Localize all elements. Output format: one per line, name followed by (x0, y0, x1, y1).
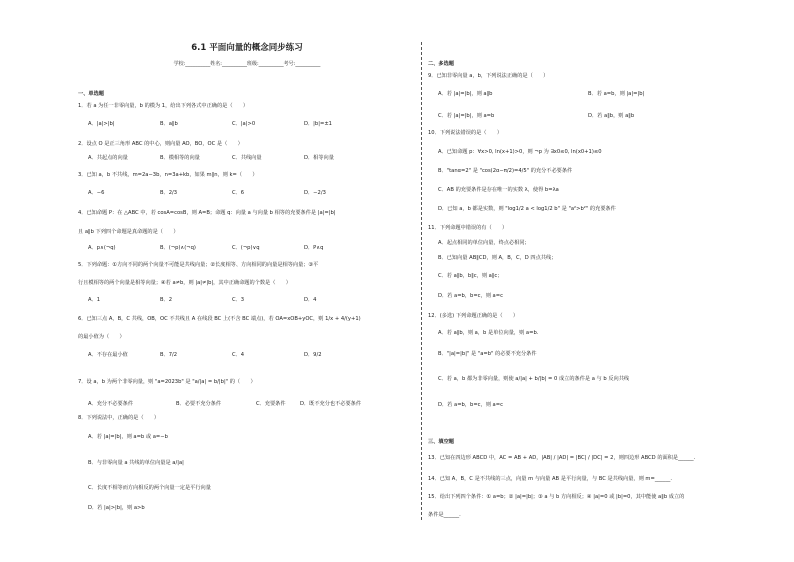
option-b[interactable]: B．a∥b (160, 121, 178, 127)
section-fill-blank: 三、填空题 (428, 439, 454, 445)
option-c[interactable]: C．6 (232, 190, 245, 196)
question-8-option-a[interactable]: A．若 |a|=|b|，则 a=b 或 a=−b (88, 434, 168, 440)
question-11-option-a[interactable]: A．起点相同的单位向量，终点必相同； (438, 240, 530, 246)
question-11: 11．下列命题中错误的有（ ） (428, 225, 508, 231)
question-10-option-d[interactable]: D．已知 a，b 都是实数，则 "log1/2 a < log1/2 b" 是 "a²>b²" 的充要条件 (438, 206, 616, 212)
question-13: 13．已知在四边形 ABCD 中，AC = AB + AD，|AB| / |AD| = |BC| / |DC| = 2，则四边形 ABCD 的面积是______. (428, 455, 696, 461)
question-9: 9．已知非零向量 a，b，下列说法正确的是（ ） (428, 73, 549, 79)
option-c[interactable]: C．充要条件 (256, 401, 286, 407)
option-a[interactable]: A．充分不必要条件 (88, 401, 134, 407)
question-5-options (88, 297, 376, 304)
question-4-options (88, 245, 376, 252)
question-3: 3．已知 a，b 不共线，m=2a−3b，n=3a+kb，如果 m∥n，则 k=（ ） (78, 172, 258, 178)
option-c[interactable]: C．若 |a|=|b|，则 a=b (438, 113, 495, 119)
option-a[interactable]: A．|a|>|b| (88, 121, 115, 127)
option-b[interactable]: B．若 a=b，则 |a|=|b| (588, 91, 645, 97)
question-6: 6．已知三点 A，B，C 共线，OB，OC 不共线且 A 在线段 BC 上(不含 BC 端点)，若 OA=xOB+yOC，则 1/x + 4/(y+1) (78, 316, 361, 322)
option-a[interactable]: A．不存在最小值 (88, 352, 128, 358)
option-b[interactable]: B．(¬p)∧(¬q) (160, 245, 196, 251)
option-c[interactable]: C．|a|>0 (232, 121, 256, 127)
option-b[interactable]: B．2/3 (160, 190, 178, 196)
option-d[interactable]: D．P∧q (304, 245, 324, 251)
question-10-option-c[interactable]: C．AB 的充要条件是存在唯一的实数 λ，使得 b=λa (438, 187, 559, 193)
question-11-option-d[interactable]: D．若 a=b，b=c，则 a=c (438, 293, 503, 299)
question-1-options (88, 121, 376, 128)
question-12: 12．(多选) 下列命题正确的是（ ） (428, 313, 519, 319)
question-10-option-a[interactable]: A．已知命题 p：∀x>0, ln(x+1)>0，则 ¬p 为 ∃x0≤0, ln(x0+1)≤0 (438, 149, 602, 155)
question-5: 5．下列命题：①方向不同的两个向量不可能是共线向量；②长度相等、方向相同的向量是相等向量；③平 (78, 262, 319, 268)
option-c[interactable]: C．(¬p)∨q (232, 245, 260, 251)
question-6-cont: 的最小值为（ ） (78, 334, 125, 340)
section-multi-choice: 二、多选题 (428, 61, 454, 67)
page-title: 6.1 平面向量的概念同步练习 (191, 43, 303, 53)
question-8-option-d[interactable]: D．若 |a|>|b|，则 a>b (88, 505, 145, 511)
option-d[interactable]: D．若 a∥b，则 a∥b (588, 113, 635, 119)
question-9-options-ab (438, 91, 738, 98)
question-7: 7．设 a，b 为两个非零向量，则 "a=2023b" 是 "a/|a| = b/|b|" 的（ ） (78, 379, 256, 385)
option-a[interactable]: A．p∧(¬q) (88, 245, 116, 251)
question-1: 1．若 a 为任一非零向量，b 的模为 1，给出下列各式中正确的是（ ） (78, 103, 249, 109)
question-15: 15．给出下列四个条件：① a=b；② |a|=|b|；③ a 与 b 方向相反；④ |a|=0 或 |b|=0，其中能使 a∥b 成立的 (428, 494, 685, 500)
question-8: 8．下列说法中，正确的是（ ） (78, 415, 160, 421)
question-4-cont: 且 a∥b 下列四个命题是真命题的是（ ） (78, 229, 179, 235)
column-divider (421, 42, 423, 520)
question-11-option-b[interactable]: B．已知向量 AB∥CD，则 A，B，C，D 四点共线； (438, 255, 557, 261)
option-c[interactable]: C．共线向量 (232, 155, 262, 161)
question-6-options (88, 352, 376, 359)
option-b[interactable]: B．2 (160, 297, 173, 303)
question-11-option-c[interactable]: C．若 a∥b，b∥c，则 a∥c； (438, 273, 503, 279)
option-d[interactable]: D．相等向量 (304, 155, 334, 161)
option-a[interactable]: A．−6 (88, 190, 105, 196)
question-2: 2．设点 O 是正三角形 ABC 的中心，则向量 AO，BO，OC 是（ ） (78, 141, 243, 147)
question-4: 4．已知命题 P：在 △ABC 中，若 cosA=cosB，则 A=B；命题 q：向量 a 与向量 b 相等的充要条件是 |a|=|b| (78, 210, 336, 216)
question-9-options-cd (438, 113, 738, 120)
student-info-line: 学校:__________姓名:__________班级:__________考号:__________ (173, 61, 321, 67)
section-single-choice: 一、单选题 (78, 91, 104, 97)
question-14: 14．已知 A，B，C 是不共线的三点，向量 m 与向量 AB 是平行向量，与 BC 是共线向量，则 m=______. (428, 476, 673, 482)
question-8-option-b[interactable]: B．与非零向量 a 共线的单位向量是 a/|a| (88, 460, 184, 466)
question-10: 10．下列说法错误的是（ ） (428, 130, 503, 136)
question-10-option-b[interactable]: B．"tanα=2" 是 "cos(2α−π/2)=4/5" 的充分不必要条件 (438, 168, 573, 174)
option-b[interactable]: B．必要不充分条件 (176, 401, 222, 407)
question-2-options (88, 155, 376, 162)
option-d[interactable]: D．9/2 (304, 352, 322, 358)
option-c[interactable]: C．4 (232, 352, 245, 358)
question-8-option-c[interactable]: C．长度不相等而方向相反的两个向量一定是平行向量 (88, 485, 211, 491)
question-12-option-b[interactable]: B．"|a|=|b|" 是 "a=b" 的必要不充分条件 (438, 351, 537, 357)
option-a[interactable]: A．1 (88, 297, 101, 303)
question-15-cont: 条件是______. (428, 512, 461, 518)
option-a[interactable]: A．共起点的向量 (88, 155, 128, 161)
option-b[interactable]: B．模相等的向量 (160, 155, 200, 161)
option-d[interactable]: D．−2/3 (304, 190, 326, 196)
option-b[interactable]: B．7/2 (160, 352, 178, 358)
option-a[interactable]: A．若 |a|=|b|，则 a∥b (438, 91, 493, 97)
option-d[interactable]: D．|b|=±1 (304, 121, 332, 127)
option-d[interactable]: D．既不充分也不必要条件 (300, 401, 362, 407)
question-12-option-a[interactable]: A．若 a∥b，则 a，b 是单位向量，则 a=b. (438, 330, 539, 336)
question-12-option-d[interactable]: D．若 a=b，b=c，则 a=c (438, 402, 503, 408)
question-5-cont: 行且模相等的两个向量是相等向量；④若 a≠b，则 |a|≠|b|，其中正确命题的个数是（ ） (78, 280, 291, 286)
question-12-option-c[interactable]: C．若 a，b 都为非零向量，则使 a/|a| + b/|b| = 0 成立的条件是 a 与 b 反向共线 (438, 376, 630, 382)
option-d[interactable]: D．4 (304, 297, 317, 303)
option-c[interactable]: C．3 (232, 297, 245, 303)
question-3-options (88, 190, 376, 197)
question-7-options (88, 401, 410, 408)
